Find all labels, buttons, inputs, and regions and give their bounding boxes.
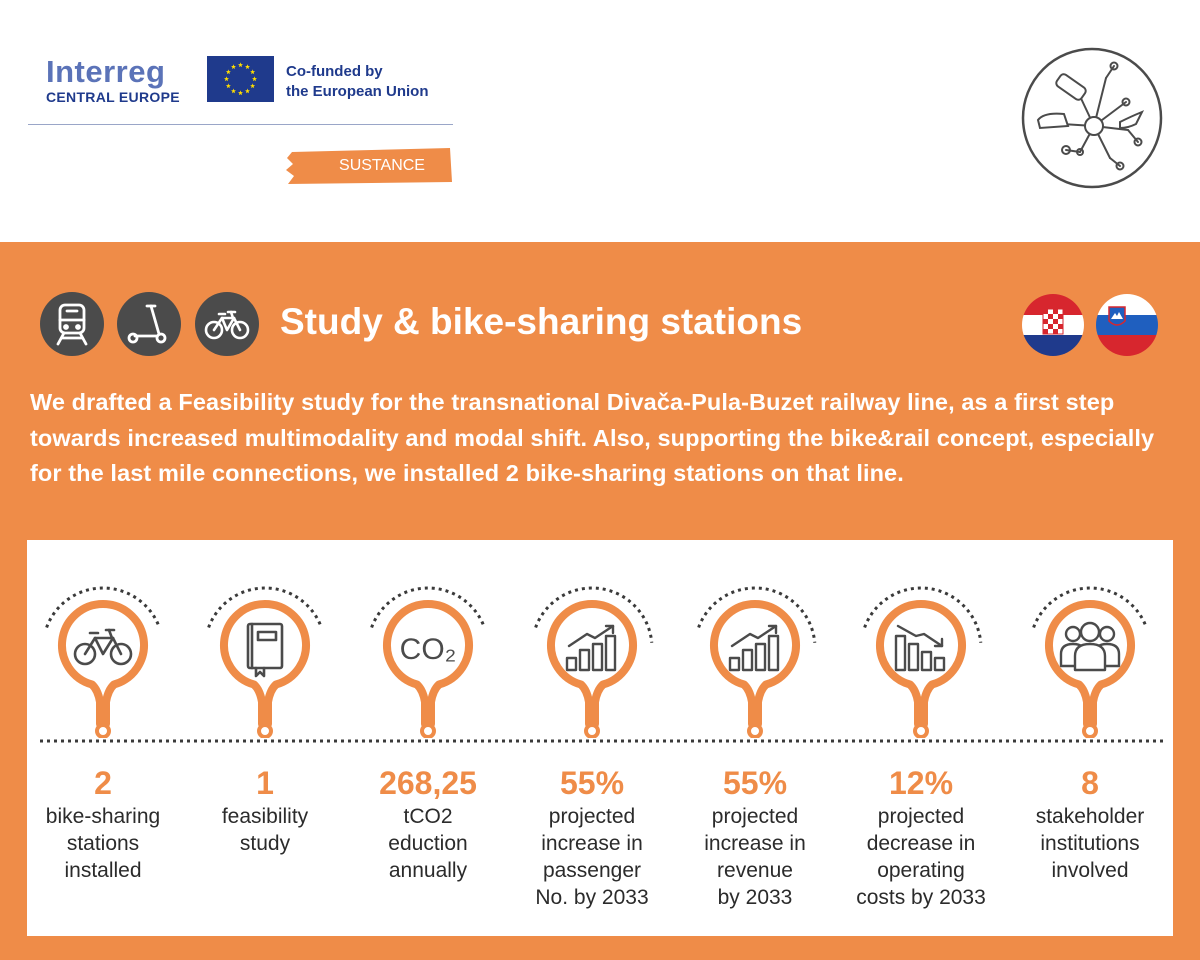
bicycle-icon <box>68 614 138 684</box>
stat-label-line: stations <box>66 832 140 855</box>
stat-item <box>18 548 188 928</box>
stat-value: 2 <box>94 765 112 801</box>
co2-icon-label: CO₂ <box>399 633 457 666</box>
stat-label-line: revenue <box>717 859 793 882</box>
stat-label-line: feasibility <box>221 805 309 828</box>
stat-label-line: operating <box>877 859 965 882</box>
intro-paragraph: We drafted a Feasibility study for the transnational Divača-Pula-Buzet railway line, as a first step towards increased multimodality and modal shift. Also, supporting the bike&rail concept, especially for the last mile connections, we installed 2 bike-sharing stations on that line. <box>30 389 1155 486</box>
stat-label-line: bike-sharing <box>45 805 161 828</box>
stat-label-line: installed <box>64 859 142 882</box>
stat-label-line: stakeholder <box>1035 805 1145 828</box>
interreg-name: Interreg <box>46 54 166 89</box>
chart-up-icon <box>720 614 790 684</box>
stat-label-line: passenger <box>542 859 642 882</box>
stat-label-line: increase in <box>541 832 643 855</box>
stat-label <box>507 803 677 911</box>
croatia-flag <box>1021 293 1085 357</box>
stat-label-line: increase in <box>704 832 806 855</box>
stat-label-line: projected <box>548 805 636 828</box>
stat-value: 8 <box>1081 765 1099 801</box>
stat-label <box>343 803 513 884</box>
interreg-subtitle: CENTRAL EUROPE <box>46 89 180 105</box>
chart-up-icon <box>557 614 627 684</box>
people-icon <box>1055 614 1125 684</box>
stat-label-line: eduction <box>388 832 468 855</box>
stat-label-line: involved <box>1051 859 1129 882</box>
stat-item <box>1005 548 1175 928</box>
interreg-logo <box>46 56 180 106</box>
stat-value: 12% <box>888 765 954 801</box>
eu-flag-icon <box>207 56 274 102</box>
project-tag: SUSTANCE <box>339 157 425 174</box>
stat-label <box>1005 803 1175 884</box>
stat-label <box>670 803 840 911</box>
stat-item <box>180 548 350 928</box>
stat-label-line: projected <box>877 805 965 828</box>
cofund-line2: the European Union <box>286 83 429 100</box>
scooter-icon <box>117 292 181 356</box>
stat-item <box>670 548 840 928</box>
stat-item <box>507 548 677 928</box>
stat-label <box>180 803 350 857</box>
stat-value: 55% <box>722 765 788 801</box>
stat-label-line: projected <box>711 805 799 828</box>
stat-label-line: by 2033 <box>717 886 793 909</box>
book-icon <box>230 614 300 684</box>
stat-label-line: decrease in <box>866 832 976 855</box>
stat-item <box>343 548 513 928</box>
bicycle-icon <box>195 292 259 356</box>
cofund-text <box>286 62 429 102</box>
stat-label-line: annually <box>388 859 468 882</box>
section-title: Study & bike-sharing stations <box>280 301 803 342</box>
stat-label-line: study <box>239 832 291 855</box>
stat-item <box>836 548 1006 928</box>
stat-value: 1 <box>256 765 274 801</box>
header <box>0 0 1200 242</box>
stat-label-line: tCO2 <box>403 805 453 828</box>
stat-value: 268,25 <box>379 765 477 801</box>
stat-value: 55% <box>559 765 625 801</box>
co2-icon <box>393 614 463 684</box>
slovenia-flag <box>1095 293 1159 357</box>
chart-down-icon <box>886 614 956 684</box>
header-divider <box>28 124 453 125</box>
stat-label-line: costs by 2033 <box>856 886 986 909</box>
sustance-logo-icon <box>1020 46 1164 190</box>
stat-label <box>836 803 1006 911</box>
train-icon <box>40 292 104 356</box>
stat-label <box>18 803 188 884</box>
stat-label-line: No. by 2033 <box>535 886 649 909</box>
stat-label-line: institutions <box>1040 832 1140 855</box>
cofund-line1: Co-funded by <box>286 63 383 80</box>
